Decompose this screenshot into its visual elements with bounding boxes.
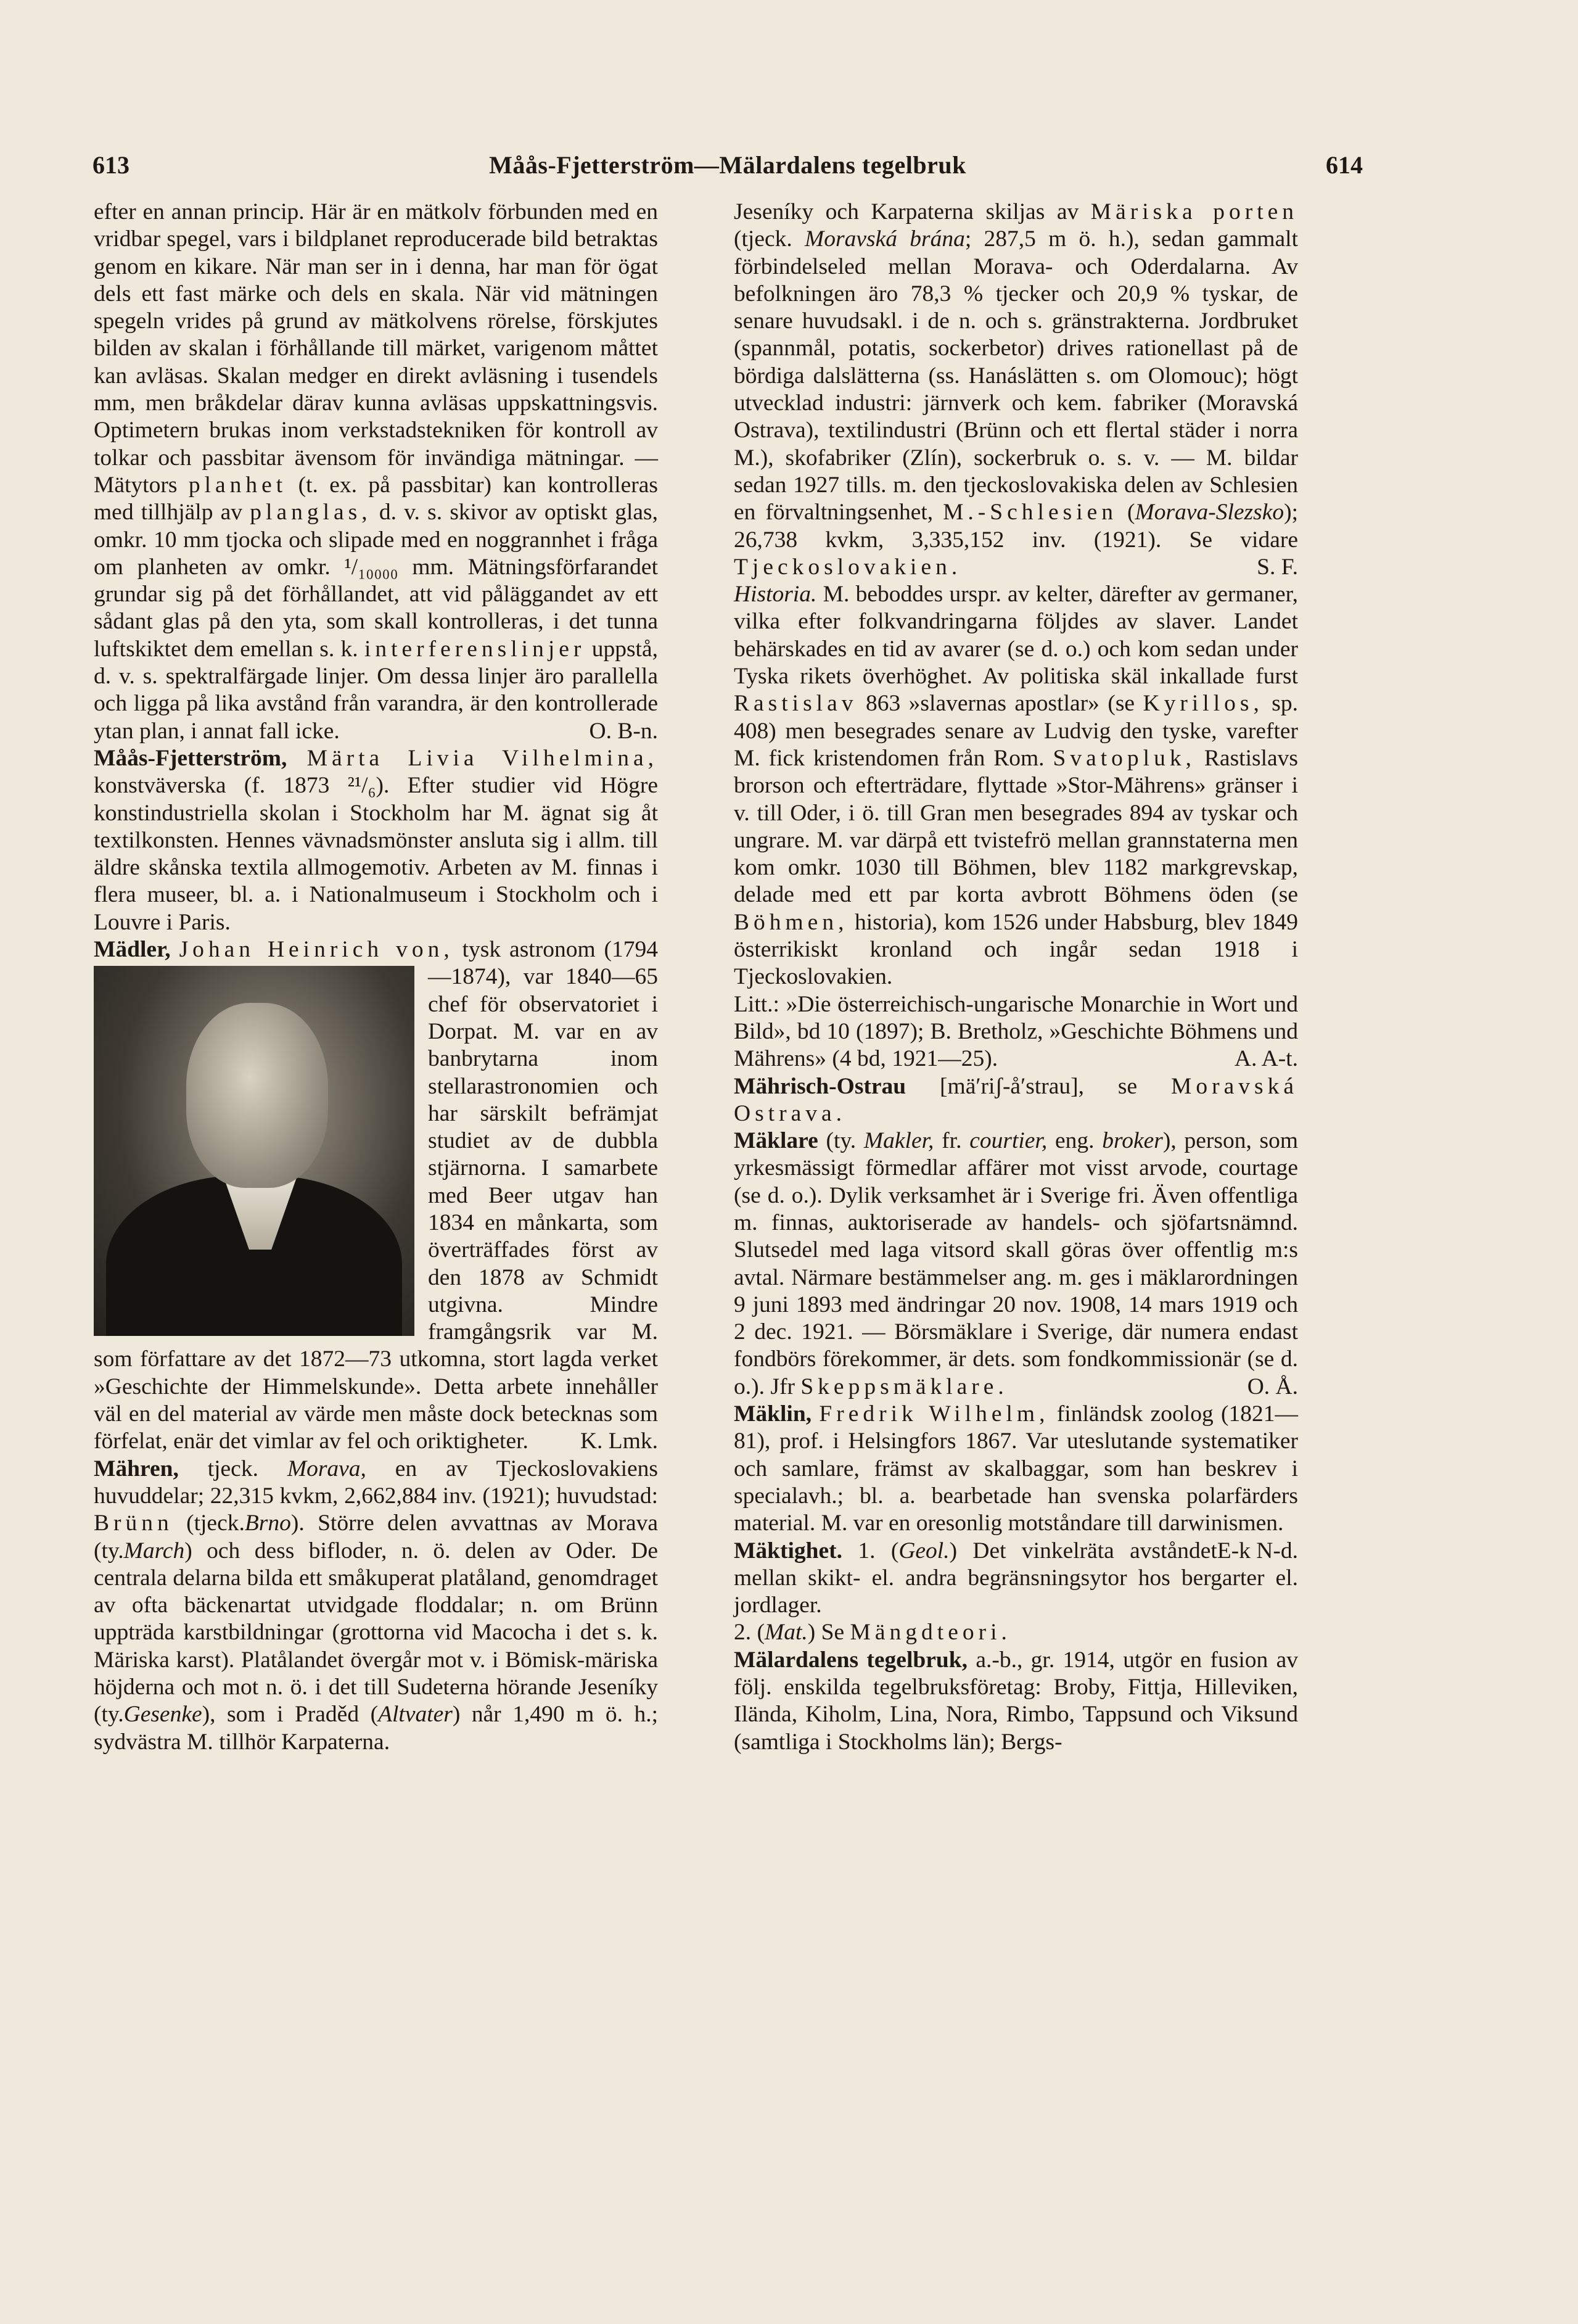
entry-mahren-continued: Jeseníky och Karpaterna skiljas av Märiska porten (tjeck. Moravská brána; 287,5 m ö. h.), sedan gammalt förbindelseled mellan Morava- och Oderdalarna. Av befolkningen äro 78,3 % tjecker och 20,9 % tyskar, de senare huvudsakl. i de n. och s. gränstrakterna. Jordbruket (spannmål, potatis, sockerbetor) drives rationellast på de bördiga dalslätterna (ss. Hanáslätten s. om Olomouc); högt utvecklad industri: järnverk och kem. fabriker (Moravská Ostrava), textilindustri (Brünn och ett flertal städer i norra M.), skofabriker (Zlín), sockerbruk o. s. v. — M. bildar sedan 1927 tills. m. den tjeckoslovakiska delen av Schlesien en förvaltningsenhet, M.-Schlesien (Morava-Slezsko); 26,738 kvkm, 3,335,152 inv. (1921). Se vidare Tjeckoslovakien. S. F. <box>734 199 1298 581</box>
page-number-left: 613 <box>92 151 129 179</box>
page-header <box>92 150 1363 187</box>
headword: Mäklin, <box>734 1401 812 1427</box>
author-signature: A. A-t. <box>1234 1046 1298 1072</box>
entry-maklin: Mäklin, Fredrik Wilhelm, finländsk zoolog (1821—81), prof. i Helsingfors 1867. Var uteslutande systematiker och samlare, främst av skalbaggar, som han beskrev i specialavh.; bl. a. bearbetade han svenska polarfärders material. M. var en oresonlig motståndare till darwinismen. E-k N-d. <box>734 1401 1298 1537</box>
author-signature: O. Å. <box>1247 1374 1298 1399</box>
page-number-right: 614 <box>1326 151 1363 179</box>
entry-maktighet-math: 2. (Mat.) Se Mängdteori. <box>734 1620 1011 1646</box>
right-column <box>734 199 1298 1756</box>
author-signature: E-k N-d. <box>1217 1538 1298 1564</box>
headword: Måås-Fjetterström, <box>94 745 287 771</box>
headword: Mäktighet. <box>734 1538 843 1564</box>
portrait-image <box>94 966 414 1336</box>
entry-maktighet: Mäktighet. 1. (Geol.) Det vinkelräta avståndet mellan skikt- el. andra begränsningsytor hos bergarter el. jordlager. <box>734 1538 1298 1618</box>
entry-continuation: efter en annan princip. Här är en mätkolv förbunden med en vridbar spegel, vars i bildplanet reproducerade bild betraktas genom en kikare. När man ser in i denna, har man för ögat dels ett fast märke och dels en skala. När vid mätningen spegeln vrides på grund av mätkolvens rörelse, förskjutes bilden av skalan i förhållande till märket, varigenom måttet kan avläsas. Skalan medger en direkt avläsning i tusendels mm, men bråkdelar därav kunna avläsas uppskattningsvis. Optimetern brukas inom verkstadstekniken för kontroll av tolkar och passbitar ävensom för invändiga mätningar. — Mätytors planhet (t. ex. på passbitar) kan kontrolleras med tillhjälp av planglas, d. v. s. skivor av optiskt glas, omkr. 10 mm tjocka och slipade med en noggrannhet i fråga om planheten av omkr. ¹/₁₀₀₀₀ mm. Mätningsförfarandet grundar sig på det förhållandet, att vid påläggandet av ett sådant glas på den yta, som skall kontrolleras, i det tunna luftskiktet dem emellan s. k. interferenslinjer uppstå, d. v. s. spektralfärgade linjer. Om dessa linjer äro parallella och ligga på lika avstånd från varandra, är den kontrollerade ytan plan, i annat fall icke. O. B-n. <box>94 199 658 745</box>
running-title: Måås-Fjetterström—Mälardalens tegelbruk <box>489 151 966 179</box>
entry-malardalens-tegelbruk: Mälardalens tegelbruk, a.-b., gr. 1914, utgör en fusion av följ. enskilda tegelbruksföretag: Broby, Fittja, Hilleviken, Ilända, Kiholm, Lina, Nora, Rimbo, Tappsund och Viksund (samtliga i Stockholms län); Bergs- <box>734 1647 1299 1755</box>
headword: Mädler, <box>94 937 171 963</box>
literature-reference: Litt.: »Die österreichisch-ungarische Monarchie in Wort und Bild», bd 10 (1897); B. Bretholz, »Geschichte Böhmens und Mährens» (4 bd, 1921—25). A. A-t. <box>734 991 1298 1073</box>
entry-maas-fjetterstrom: Måås-Fjetterström, Märta Livia Vilhelmina, konstväverska (f. 1873 ²¹/₆). Efter studier vid Högre konstindustriella skolan i Stockholm har M. ägnat sig åt textilkonsten. Hennes vävnadsmönster ansluta sig i allm. till äldre skånska textila allmogemotiv. Arbeten av M. finnas i flera museer, bl. a. i Nationalmuseum i Stockholm och i Louvre i Paris. <box>94 745 658 935</box>
headword: Mäklare <box>734 1128 818 1154</box>
headword: Mälardalens tegelbruk, <box>734 1647 968 1673</box>
author-signature: K. Lmk. <box>580 1428 658 1454</box>
left-column <box>94 199 658 1756</box>
headword: Mährisch-Ostrau <box>734 1073 906 1099</box>
entry-mahrisch-ostrau: Mährisch-Ostrau [mä′riʃ-å′strau], se Moravská Ostrava. <box>734 1073 1299 1126</box>
headword: Mähren, <box>94 1456 179 1481</box>
author-signature: O. B-n. <box>589 718 658 744</box>
history-section: Historia. M. beboddes urspr. av kelter, därefter av germaner, vilka efter folkvandringarna följdes av slaver. Landet behärskades en tid av avarer (se d. o.) och kom sedan under Tyska rikets överhöghet. Av politiska skäl inkallade furst Rastislav 863 »slavernas apostlar» (se Kyrillos, sp. 408) men besegrades senare av Ludvig den tyske, varefter M. fick kristendomen från Rom. Svatopluk, Rastislavs brorson och efterträdare, flyttade »Stor-Mährens» gränser i v. till Oder, i ö. till Gran men besegrades 894 av tyskar och ungrare. M. var därpå ett tvistefrö mellan grannstaterna men kom omkr. 1030 till Böhmen, blev 1182 markgrevskap, delade med ett par korta avbrott Böhmens öden (se Böhmen, historia), kom 1526 under Habsburg, blev 1849 österrikiskt kronland och ingår sedan 1918 i Tjeckoslovakien. <box>734 582 1299 990</box>
author-signature: S. F. <box>1257 554 1298 580</box>
entry-mahren: Mähren, tjeck. Morava, en av Tjeckoslovakiens huvuddelar; 22,315 kvkm, 2,662,884 inv. (1921); huvudstad: Brünn (tjeck.Brno). Större delen avvattnas av Morava (ty.March) och dess bifloder, n. ö. delen av Oder. De centrala delarna bilda ett småkuperat platåland, genomdraget av ofta bäckenartat utvidgade floddalar; n. om Brünn uppträda karstbildningar (grottorna vid Macocha i det s. k. Märiska karst). Platålandet övergår mot v. i Bömisk-märiska höjderna och mot n. ö. i det till Sudeterna hörande Jeseníky (ty.Gesenke), som i Praděd (Altvater) når 1,490 m ö. h.; sydvästra M. tillhör Karpaterna. <box>94 1456 659 1755</box>
entry-maklare: Mäklare (ty. Makler, fr. courtier, eng. broker), person, som yrkesmässigt förmedlar affärer mot visst arvode, courtage (se d. o.). Dylik verksamhet är i Sverige fri. Även offentliga m. finnas, auktoriserade av handels- och sjöfartsnämnd. Slutsedel med laga vitsord skall göras över offentlig m:s avtal. Närmare bestämmelser ang. m. ges i mäklarordningen 9 juni 1893 med ändringar 20 nov. 1908, 14 mars 1919 och 2 dec. 1921. — Börsmäklare i Sverige, där numera endast fondbörs förekommer, är dets. som fondkommissionär (se d. o.). Jfr Skeppsmäklare. O. Å. <box>734 1127 1298 1401</box>
entry-madler: Mädler, Johan Heinrich von, tysk astronom (1794—1874), var 1840—65 chef för observatoriet i Dorpat. M. var en av banbrytarna inom stellarastronomien och har särskilt befrämjat studiet av de dubbla stjärnorna. I samarbete med Beer utgav han 1834 en månkarta, som överträffades först av den 1878 av Schmidt utgivna. Mindre framgångsrik var M. som författare av det 1872—73 utkomna, stort lagda verket »Geschichte der Himmelskunde». Detta arbete innehåller väl en del material av värde men måste dock betecknas som förfelat, enär det vimlar av fel och oriktigheter. K. Lmk. <box>94 936 658 1456</box>
